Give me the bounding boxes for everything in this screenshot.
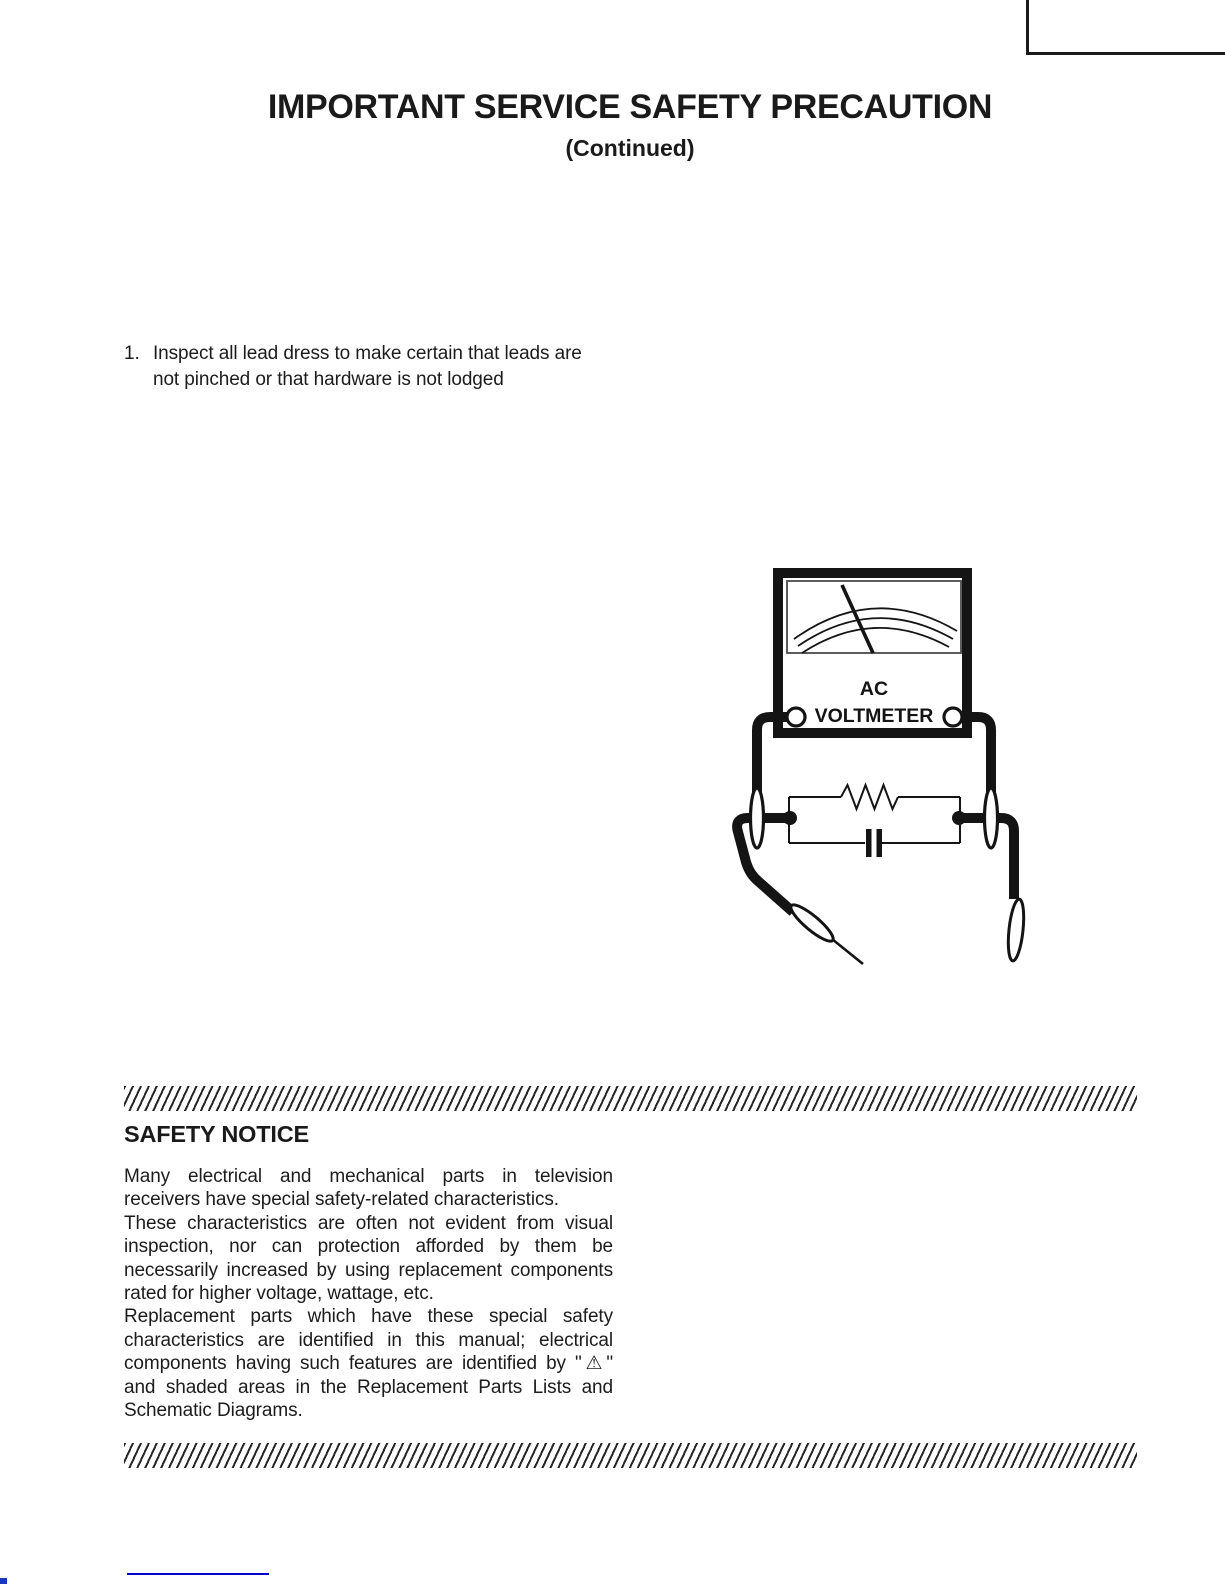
meter-label-ac: AC <box>859 678 889 700</box>
circuit-wires <box>789 797 960 843</box>
page-subtitle: (Continued) <box>565 135 695 161</box>
right-plug-connector <box>985 788 998 848</box>
instruction-text: Inspect all lead dress to make certain that leads are not pinched or that hardware is not lodged <box>153 343 582 390</box>
right-terminal <box>944 708 962 726</box>
right-probe-handle <box>1006 898 1026 961</box>
left-probe-lead-wire <box>737 818 793 912</box>
page-title: IMPORTANT SERVICE SAFETY PRECAUTION <box>267 88 993 126</box>
right-junction-dot <box>952 811 966 825</box>
page-corner-label-box <box>1026 0 1225 55</box>
capacitor-plate-right <box>877 829 883 857</box>
resistor-symbol <box>841 785 898 809</box>
safety-notice-paragraph-1: Many electrical and mechanical parts in television receivers have special safety-related characteristics. <box>124 1166 613 1211</box>
meter-label-voltmeter: VOLTMETER <box>814 705 934 727</box>
hatched-divider-top <box>124 1086 1137 1111</box>
left-probe-tip <box>832 939 863 964</box>
left-junction-dot <box>783 811 797 825</box>
left-plug-connector <box>751 788 764 848</box>
corner-artifact <box>0 1578 7 1584</box>
capacitor-plate-left <box>866 829 872 857</box>
safety-notice-paragraph-3: Replacement parts which have these special safety characteristics are identified in this manual; electrical components having such features are identified by "⚠" and shaded areas in the Replacement Parts Lists and Schematic Diagrams. <box>124 1306 613 1422</box>
left-terminal <box>787 708 805 726</box>
instruction-number: 1. <box>124 343 140 364</box>
safety-notice-body <box>124 1165 613 1422</box>
ac-voltmeter-figure <box>690 545 1070 965</box>
left-probe-handle <box>787 900 837 945</box>
footer-link-underline[interactable] <box>127 1573 269 1575</box>
safety-notice-paragraph-2: These characteristics are often not evident from visual inspection, nor can protection afforded by them be necessarily increased by using replacement components rated for higher voltage, wattage, etc. <box>124 1212 613 1305</box>
ac-voltmeter-diagram <box>690 545 1070 965</box>
meter-face <box>787 581 961 653</box>
hatched-divider-bottom <box>124 1443 1137 1468</box>
safety-notice-heading: SAFETY NOTICE <box>124 1121 309 1147</box>
instruction-item-1 <box>124 341 606 392</box>
